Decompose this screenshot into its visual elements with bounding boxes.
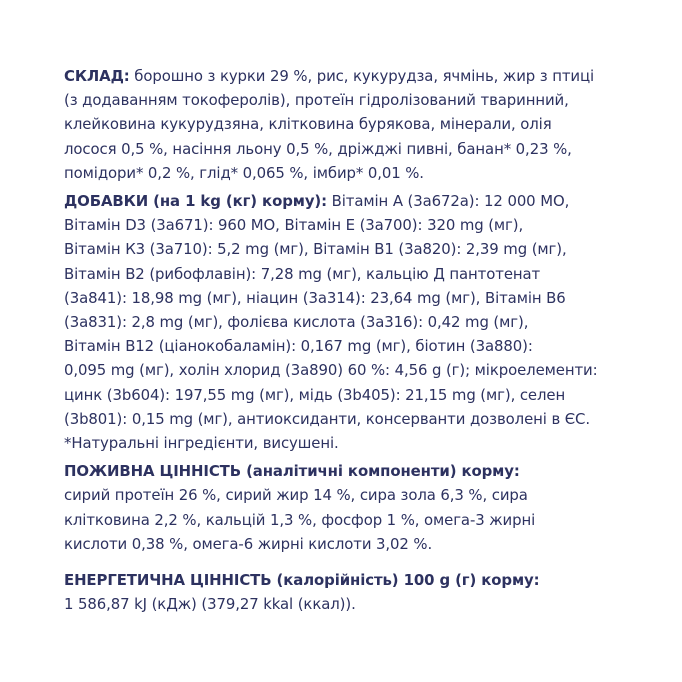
nutrition-text: клітковина 2,2 %, кальцій 1,3 %, фосфор 1 %, омега-3 жирні xyxy=(64,510,536,529)
additives-text: (3а831): 2,8 mg (мг), фолієва кислота (3а316): 0,42 mg (мг), xyxy=(64,313,529,332)
energy-text: 1 586,87 kJ (кДж) (379,27 kkal (ккал)). xyxy=(64,595,356,614)
additives-text: Вітамін D3 (3а671): 960 МО, Вітамін Е (3а700): 320 mg (мг), xyxy=(64,216,524,235)
additives-text: (3b801): 0,15 mg (мг), антиоксиданти, консерванти дозволені в ЄС. xyxy=(64,409,590,428)
composition-section xyxy=(64,64,624,185)
additives-section xyxy=(64,189,624,455)
composition-text: клейковина кукурудзяна, клітковина бурякова, мінерали, олія xyxy=(64,115,552,134)
energy-section xyxy=(64,568,624,616)
composition-text: лосося 0,5 %, насіння льону 0,5 %, дріжджі пивні, банан* 0,23 %, xyxy=(64,139,572,158)
composition-line-1 xyxy=(64,64,624,88)
nutrition-text: кислоти 0,38 %, омега-6 жирні кислоти 3,02 %. xyxy=(64,534,433,553)
additives-text: 0,095 mg (мг), холін хлорид (3а890) 60 %: 4,56 g (г); мікроелементи: xyxy=(64,361,598,380)
composition-text: (з додаванням токоферолів), протеїн гідролізований тваринний, xyxy=(64,91,569,110)
additives-text: Вітамін В2 (рибофлавін): 7,28 mg (мг), кальцію Д пантотенат xyxy=(64,264,541,283)
nutrition-heading: ПОЖИВНА ЦІННІСТЬ (аналітичні компоненти) корму: xyxy=(64,462,520,481)
label-document xyxy=(64,64,624,616)
additives-text: цинк (3b604): 197,55 mg (мг), мідь (3b405): 21,15 mg (мг), селен xyxy=(64,385,566,404)
nutrition-section xyxy=(64,459,624,556)
energy-heading: ЕНЕРГЕТИЧНА ЦІННІСТЬ (калорійність) 100 g (г) корму: xyxy=(64,571,540,590)
composition-heading: СКЛАД: xyxy=(64,67,130,85)
composition-text: борошно з курки 29 %, рис, кукурудза, ячмінь, жир з птиці xyxy=(129,67,595,85)
additives-text: (3а841): 18,98 mg (мг), ніацин (3а314): 23,64 mg (мг), Вітамін В6 xyxy=(64,288,566,307)
nutrition-text: сирий протеїн 26 %, сирий жир 14 %, сира зола 6,3 %, сира xyxy=(64,486,528,505)
natural-ingredients-note: *Натуральні інгредієнти, висушені. xyxy=(64,434,339,453)
additives-line-1 xyxy=(64,189,624,213)
additives-text: Вітамін В12 (ціанокобаламін): 0,167 mg (мг), біотин (3а880): xyxy=(64,337,533,356)
additives-text: Вітамін К3 (3а710): 5,2 mg (мг), Вітамін В1 (3а820): 2,39 mg (мг), xyxy=(64,240,567,259)
additives-text: Вітамін А (3а672а): 12 000 МО, xyxy=(327,192,570,211)
composition-text: помідори* 0,2 %, глід* 0,065 %, імбир* 0,01 %. xyxy=(64,163,424,182)
additives-heading: ДОБАВКИ (на 1 kg (кг) корму): xyxy=(64,192,327,211)
